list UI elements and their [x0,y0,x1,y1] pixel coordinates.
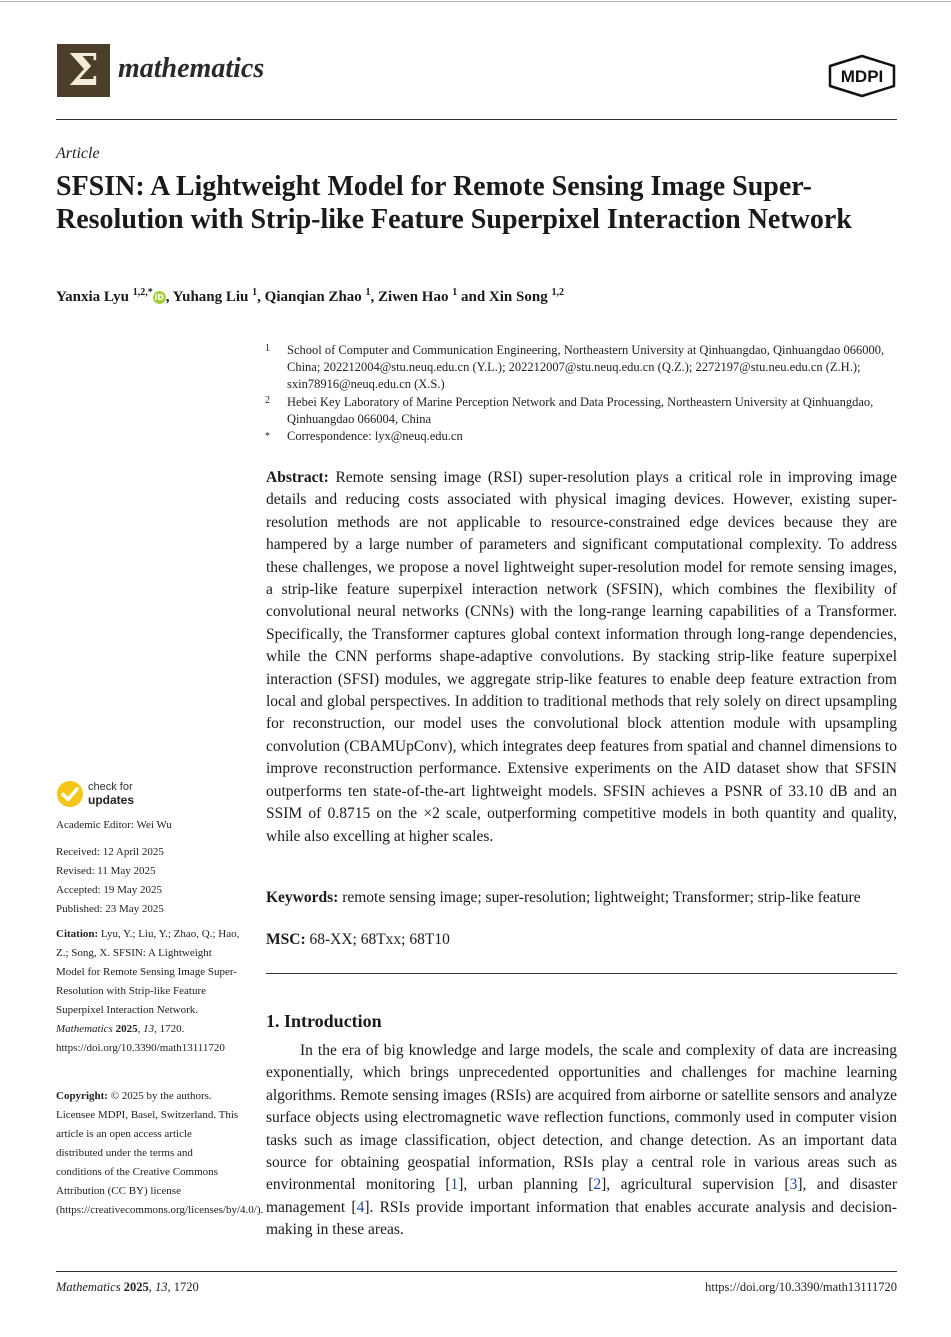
author-separator: , [165,289,173,305]
citation-year: 2025 [115,1023,138,1035]
abstract [266,467,897,848]
affiliation-text: Hebei Key Laboratory of Marine Perception Network and Data Processing, Northeastern University at Qinhuangdao, Qinhuangdao 066004, China [287,395,874,426]
keywords [266,889,897,907]
affiliation-mark: 1 [265,343,270,354]
accepted-date: Accepted: 19 May 2025 [56,884,162,896]
check-for-updates-badge[interactable] [56,778,206,810]
msc-label: MSC: [266,931,306,948]
footer-volume: 13 [154,1280,168,1294]
abstract-label: Abstract: [266,469,329,486]
citation-journal: Mathematics [56,1023,113,1035]
citation-link-4[interactable]: 4 [356,1198,365,1216]
author-separator: and [457,289,489,305]
journal-name: mathematics [118,53,265,84]
msc-codes [266,931,897,949]
orcid-icon[interactable]: iD [154,293,164,302]
author-affiliation-sup: 1,2 [551,287,564,298]
citation-block: Citation: Lyu, Y.; Liu, Y.; Zhao, Q.; Hao, Z.; Song, X. SFSIN: A Lightweight Model for Remote Sensing Image Super-Resolution with Strip-like Feature Superpixel Interaction Network. Mathematics 2025, 13, 1720. https://doi.org/10.3390/math13111720 [56,928,240,1054]
affiliation-text: School of Computer and Communication Engineering, Northeastern University at Qinhuangdao, Qinhuangdao 066000, China; 202212004@stu.neuq.edu.cn (Y.L.); 202212007@stu.neuq.edu.cn (Q.Z.); 2272197@stu.neu.edu.cn (Z.H.); sxin78916@neuq.edu.cn (X.S.) [287,343,885,391]
footer-divider [56,1271,897,1272]
author-affiliation-sup: 1 [252,287,258,298]
msc-text: 68-XX; 68Txx; 68T10 [309,931,450,948]
author-name[interactable]: Yuhang Liu [172,289,253,305]
sigma-logo-glyph: Σ [67,45,100,96]
section-heading-introduction: 1. Introduction [266,1011,382,1031]
citation-label: Citation: [56,928,99,940]
intro-text: ], urban planning [ [458,1176,594,1194]
keywords-text: remote sensing image; super-resolution; lightweight; Transformer; strip-like feature [342,889,861,906]
author-name[interactable]: Xin Song [488,289,552,305]
affiliation-mark: 2 [265,395,270,406]
check-updates-line2: updates [88,793,135,807]
intro-text: In the era of big knowledge and large models, the scale and complexity of data are increasing exponentially, which brings unprecedented opportunities and challenges for machine learning algorithms. Remote sensing images (RSIs) are acquired from airborne or satellite sensors and analyze surface objects using electromagnetic wave reflection functions, commonly used in computer vision tasks such as image classification, object detection, and change detection. As an important data source for obtaining geospatial information, RSIs play a central role in various areas such as environmental monitoring [ [266,1042,897,1194]
citation-text: Lyu, Y.; Liu, Y.; Zhao, Q.; Hao, Z.; Song, X. SFSIN: A Lightweight Model for Remote Sensing Image Super-Resolution with Strip-like Feature Superpixel Interaction Network. [56,928,240,1016]
author-affiliation-sup: 1 [452,287,458,298]
keywords-label: Keywords: [266,889,339,906]
citation-link-2[interactable]: 2 [593,1176,602,1194]
author-name[interactable]: Ziwen Hao [378,289,453,305]
top-border [0,1,951,2]
article-type: Article [56,145,100,162]
author-separator: , [370,289,379,305]
received-date: Received: 12 April 2025 [56,846,164,858]
footer-article-number: , 1720 [167,1280,199,1294]
affiliation-1 [265,342,895,393]
intro-text: ]. RSIs provide important information that enables accurate analysis and decision-making in these areas. [266,1198,897,1239]
footer-journal: Mathematics [56,1280,121,1294]
author-affiliation-sup: 1,2,* [132,287,153,298]
citation-rest: , 1720. https://doi.org/10.3390/math13111720 [56,1023,225,1054]
correspondence-text: Correspondence: lyx@neuq.edu.cn [287,429,463,443]
publication-dates [56,843,246,919]
academic-editor: Academic Editor: Wei Wu [56,819,172,831]
affiliation-2 [265,394,895,428]
citation-link-1[interactable]: 1 [450,1176,459,1194]
author-separator: , [257,289,265,305]
copyright-label: Copyright: [56,1090,108,1102]
author-name[interactable]: Yanxia Lyu [56,289,133,305]
intro-text: ], agricultural supervision [ [601,1176,790,1194]
citation-link-3[interactable]: 3 [789,1176,798,1194]
copyright-text: © 2025 by the authors. Licensee MDPI, Basel, Switzerland. This article is an open access article distributed under the terms and conditions of the Creative Commons Attribution (CC BY) license (https://creativecommons.org/licenses/by/4.0/). [56,1090,264,1216]
svg-text:MDPI: MDPI [840,67,884,86]
journal-logo [57,44,110,97]
copyright-block [56,1087,264,1220]
footer-citation: Mathematics 2025, 13, 1720 [56,1280,199,1294]
abstract-text: Remote sensing image (RSI) super-resolution plays a critical role in improving image details and reducing costs associated with physical imaging devices. However, existing super-resolution methods are not applicable to resource-constrained edge devices because they are hampered by a large number of parameters and significant computational complexity. To address these challenges, we propose a novel lightweight super-resolution model for remote sensing images, a strip-like feature superpixel interaction network (SFSIN), which combines the flexibility of convolutional neural networks (CNNs) with the long-range learning capabilities of a Transformer. Specifically, the Transformer captures global context information through long-range dependencies, while the CNN performs shape-adaptive convolutions. By stacking strip-like feature superpixel interaction (SFSI) modules, we aggregate strip-like features to enable deep feature extraction from local and global perspectives. In addition to traditional methods that rely solely on direct upsampling for reconstruction, our model uses the convolutional block attention module with upsampling convolution (CBAMUpConv), which integrates deep features from spatial and channel dimensions to improve reconstruction performance. Extensive experiments on the AID dataset show that SFSIN outperforms ten state-of-the-art lightweight models. SFSIN achieves a PSNR of 33.10 dB and an SSIM of 0.8715 on the ×2 scale, outperforming competitive models in both quantity and quality, while also excelling at higher scales. [266,469,897,845]
paper-title: SFSIN: A Lightweight Model for Remote Sensing Image Super-Resolution with Strip-like Feature Superpixel Interaction Network [56,171,852,235]
footer-doi-link[interactable]: https://doi.org/10.3390/math13111720 [705,1280,897,1294]
mdpi-logo [826,54,898,98]
author-affiliation-sup: 1 [365,287,371,298]
footer-year: 2025 [123,1280,149,1294]
correspondence [265,428,895,445]
check-updates-line1: check for [88,781,133,793]
published-date: Published: 23 May 2025 [56,903,164,915]
affiliation-mark: * [265,431,270,442]
author-name[interactable]: Qianqian Zhao [264,289,366,305]
revised-date: Revised: 11 May 2025 [56,865,156,877]
intro-paragraph [266,1040,897,1242]
author-list [56,287,856,306]
citation-volume: 13 [143,1023,155,1035]
check-updates-icon [56,780,84,808]
header-divider [56,119,897,120]
intro-text: ], and disaster management [ [266,1176,898,1216]
abstract-divider [266,973,897,974]
